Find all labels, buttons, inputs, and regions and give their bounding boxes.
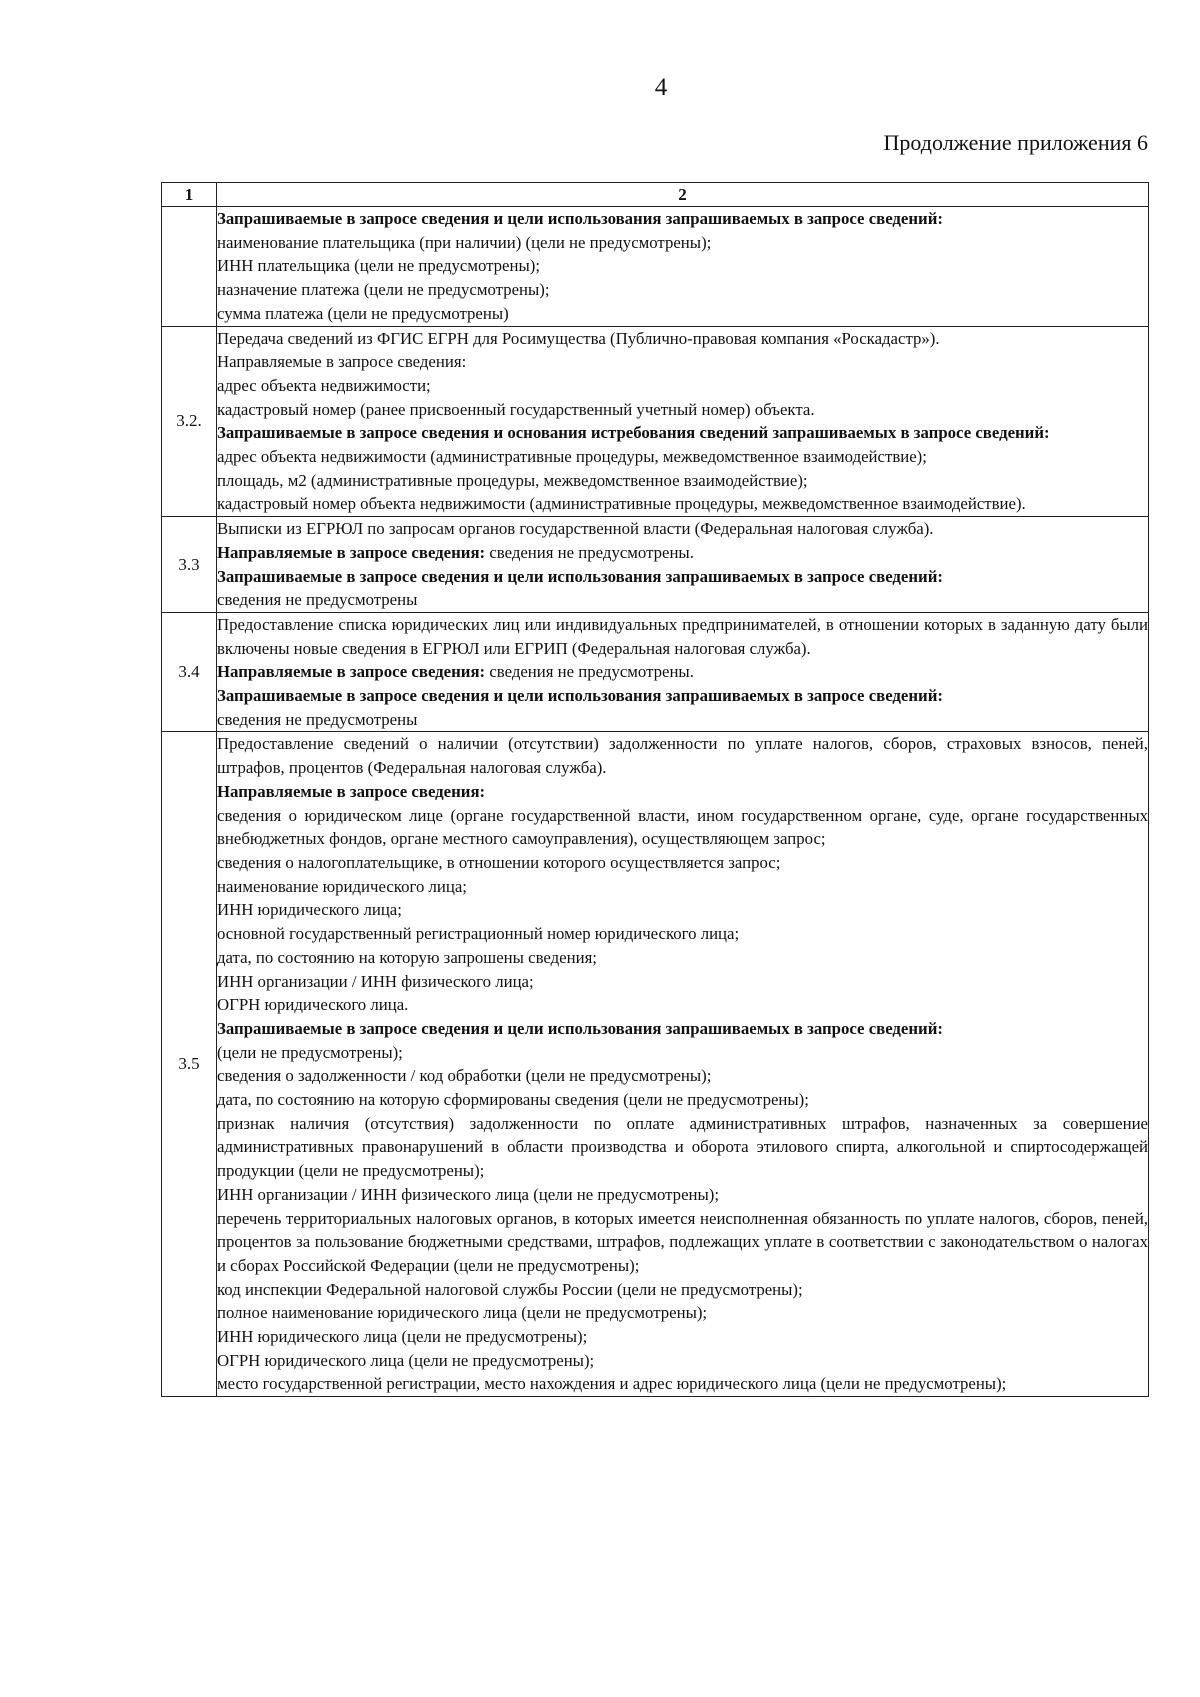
row-number: 3.3 xyxy=(162,517,217,613)
content-line: Запрашиваемые в запросе сведения и цели использования запрашиваемых в запросе сведений: xyxy=(217,686,943,706)
table-row xyxy=(162,732,1149,1397)
content-line: наименование юридического лица; xyxy=(217,876,467,896)
content-line: ИНН плательщика (цели не предусмотрены); xyxy=(217,256,541,276)
column-header-2: 2 xyxy=(217,183,1149,207)
content-line: ИНН юридического лица; xyxy=(217,900,402,920)
content-line: Запрашиваемые в запросе сведения и основания истребования сведений запрашиваемых в запросе сведений: xyxy=(217,423,1050,443)
content-line: признак наличия (отсутствия) задолженности по оплате административных штрафов, назначенных за совершение административных правонарушений в области производства и оборота этилового спирта, алкогольной и спиртосодержащей продукции (цели не предусмотрены); xyxy=(217,1113,1148,1181)
page-number: 4 xyxy=(654,74,668,101)
content-line: ИНН организации / ИНН физического лица; xyxy=(217,971,534,991)
content-line: Предоставление списка юридических лиц или индивидуальных предпринимателей, в отношении которых в заданную дату были включены новые сведения в ЕГРЮЛ или ЕГРИП (Федеральная налоговая служба). xyxy=(217,614,1148,658)
content-line: Запрашиваемые в запросе сведения и цели использования запрашиваемых в запросе сведений: xyxy=(217,1018,943,1038)
content-line: ОГРН юридического лица (цели не предусмотрены); xyxy=(217,1350,595,1370)
content-line: назначение платежа (цели не предусмотрены); xyxy=(217,280,550,300)
content-line-label: Направляемые в запросе сведения: xyxy=(217,542,486,562)
row-number xyxy=(162,207,217,327)
content-line xyxy=(217,541,1148,565)
content-line: наименование плательщика (при наличии) (цели не предусмотрены); xyxy=(217,232,712,252)
content-line-label: Направляемые в запросе сведения: xyxy=(217,662,486,682)
row-number: 3.2. xyxy=(162,326,217,517)
content-line: сведения о юридическом лице (органе государственной власти, ином государственном органе, суде, органе государственных внебюджетных фондов, органе местного самоуправления), осуществляющем запрос; xyxy=(217,805,1148,849)
row-content xyxy=(217,326,1149,517)
content-line: дата, по состоянию на которую сформированы сведения (цели не предусмотрены); xyxy=(217,1090,809,1110)
content-line: площадь, м2 (административные процедуры, межведомственное взаимодействие); xyxy=(217,470,808,490)
table-row xyxy=(162,207,1149,327)
content-line: кадастровый номер (ранее присвоенный государственный учетный номер) объекта. xyxy=(217,399,815,419)
content-line: кадастровый номер объекта недвижимости (административные процедуры, межведомственное взаимодействие). xyxy=(217,494,1026,514)
content-line: адрес объекта недвижимости (административные процедуры, межведомственное взаимодействие); xyxy=(217,447,927,467)
requirements-table xyxy=(161,182,1149,1397)
content-line: Запрашиваемые в запросе сведения и цели использования запрашиваемых в запросе сведений: xyxy=(217,209,943,228)
content-line xyxy=(217,660,1148,684)
content-line: ИНН организации / ИНН физического лица (цели не предусмотрены); xyxy=(217,1184,720,1204)
row-content xyxy=(217,207,1149,327)
content-line: сведения не предусмотрены xyxy=(217,590,418,610)
content-line: ИНН юридического лица (цели не предусмотрены); xyxy=(217,1327,588,1347)
column-header-1: 1 xyxy=(162,183,217,207)
row-content xyxy=(217,612,1149,732)
content-line: ОГРН юридического лица. xyxy=(217,995,409,1015)
content-line: полное наименование юридического лица (цели не предусмотрены); xyxy=(217,1303,708,1323)
content-line: перечень территориальных налоговых органов, в которых имеется неисполненная обязанность по уплате налогов, сборов, пеней, процентов за пользование бюджетными средствами, штрафов, подлежащих уплате в соответствии с законодательством о налогах и сборах Российской Федерации (цели не предусмотрены); xyxy=(217,1208,1148,1275)
row-content xyxy=(217,517,1149,613)
content-line: дата, по состоянию на которую запрошены сведения; xyxy=(217,947,597,967)
content-line: Выписки из ЕГРЮЛ по запросам органов государственной власти (Федеральная налоговая служба). xyxy=(217,519,934,539)
row-number: 3.4 xyxy=(162,612,217,732)
content-line: основной государственный регистрационный номер юридического лица; xyxy=(217,924,740,944)
table-row xyxy=(162,612,1149,732)
row-number: 3.5 xyxy=(162,732,217,1397)
row-content xyxy=(217,732,1149,1397)
content-line-text: сведения не предусмотрены. xyxy=(485,662,694,682)
content-line: место государственной регистрации, место нахождения и адрес юридического лица (цели не предусмотрены); xyxy=(217,1374,1007,1394)
content-line: Направляемые в запросе сведения: xyxy=(217,352,467,372)
content-line-text: сведения не предусмотрены. xyxy=(485,542,694,562)
continuation-label: Продолжение приложения 6 xyxy=(883,130,1148,155)
content-line: сведения о задолженности / код обработки (цели не предусмотрены); xyxy=(217,1066,712,1086)
content-line: сумма платежа (цели не предусмотрены) xyxy=(217,303,509,323)
content-line: Запрашиваемые в запросе сведения и цели использования запрашиваемых в запросе сведений: xyxy=(217,566,943,586)
table-row xyxy=(162,517,1149,613)
table-body xyxy=(162,207,1149,1397)
content-line: сведения о налогоплательщике, в отношении которого осуществляется запрос; xyxy=(217,852,781,872)
table-row xyxy=(162,326,1149,517)
content-line: сведения не предусмотрены xyxy=(217,709,418,729)
content-line: Передача сведений из ФГИС ЕГРН для Росимущества (Публично-правовая компания «Роскадастр»). xyxy=(217,328,940,348)
content-line: адрес объекта недвижимости; xyxy=(217,375,431,395)
content-line: (цели не предусмотрены); xyxy=(217,1042,403,1062)
content-line: Направляемые в запросе сведения: xyxy=(217,781,486,801)
content-line: Предоставление сведений о наличии (отсутствии) задолженности по уплате налогов, сборов, страховых взносов, пеней, штрафов, процентов (Федеральная налоговая служба). xyxy=(217,734,1148,778)
table-header-row xyxy=(162,183,1149,207)
content-line: код инспекции Федеральной налоговой службы России (цели не предусмотрены); xyxy=(217,1279,803,1299)
